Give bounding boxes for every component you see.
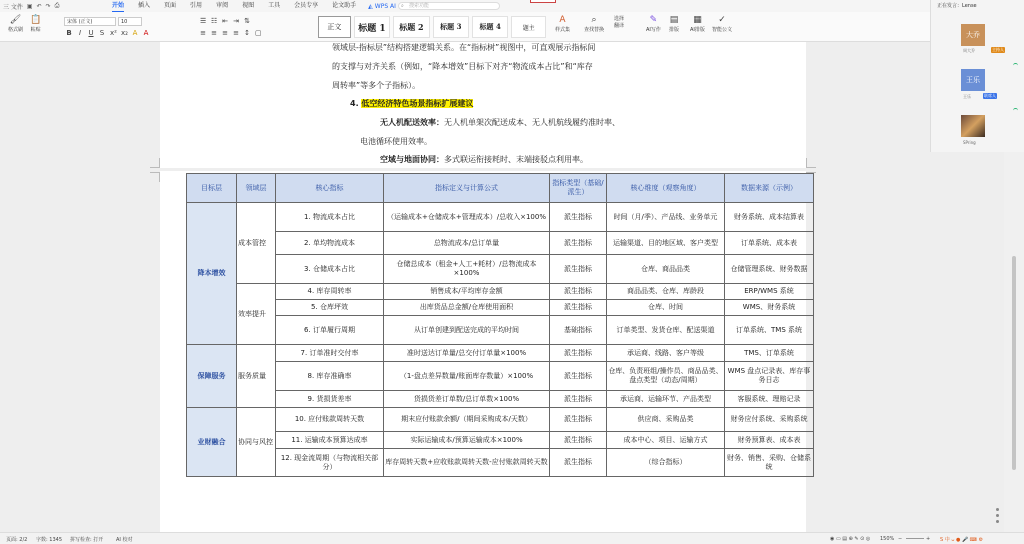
participant-name: 王乐 (963, 94, 971, 99)
participant-name: 周大乔 (963, 48, 975, 53)
find-icon: ⌕ (591, 15, 597, 25)
underline-button[interactable]: U (88, 29, 94, 37)
paragraph-line-1: 领域层-指标层”结构搭建逻辑关系。在“指标树”视图中，可直观展示指标间 (332, 43, 596, 52)
print-icon[interactable]: ⎙ (54, 2, 60, 9)
table-cell[interactable]: 派生指标 (550, 232, 607, 255)
table-cell[interactable]: 派生指标 (550, 300, 607, 316)
proofread-icon: ✓ (718, 15, 726, 25)
crop-mark (806, 158, 816, 168)
table-cell[interactable]: （综合指标） (607, 449, 725, 477)
tab-2[interactable]: 页面 (164, 2, 177, 9)
format-painter-icon: 🖌 (9, 15, 22, 25)
zoom-slider[interactable] (906, 538, 924, 539)
domain-layer-cell[interactable]: 服务质量 (237, 345, 276, 408)
side-dot (996, 520, 999, 523)
table-cell[interactable]: 承运商、线路、客户等级 (607, 345, 725, 362)
table-cell[interactable]: 7. 订单准时交付率 (276, 345, 384, 362)
side-dot (996, 514, 999, 517)
zoom-level[interactable]: 150% (880, 536, 895, 542)
participant-tile[interactable] (961, 69, 985, 91)
superscript-button[interactable]: x² (110, 29, 117, 37)
style-option-2[interactable]: 标题 2 (393, 16, 429, 38)
table-cell[interactable]: 总物流成本/总订单量 (384, 232, 550, 255)
section-number: 4. (350, 99, 359, 108)
bold-button[interactable]: B (66, 29, 72, 37)
table-header-row (187, 174, 814, 203)
table-cell[interactable]: 订单类型、发货仓库、配送渠道 (607, 316, 725, 345)
table-cell[interactable]: 库存周转天数+应收账款周转天数-应付账款周转天数 (384, 449, 550, 477)
crop-mark (150, 158, 160, 168)
table-cell[interactable]: 派生指标 (550, 449, 607, 477)
ai-write-icon: ✎ (649, 15, 658, 25)
line-spacing-icon[interactable]: ↕ (244, 29, 250, 37)
ai-write-label: AI写作 (646, 27, 661, 33)
side-dot (996, 508, 999, 511)
table-cell[interactable]: 订单系统、TMS 系统 (725, 316, 814, 345)
ai-layout-button[interactable] (690, 15, 705, 33)
drone-efficiency-term: 无人机配送效率： (380, 118, 444, 127)
participant-name: SPring (963, 140, 976, 145)
table-cell[interactable]: 3. 仓储成本占比 (276, 255, 384, 284)
table-cell[interactable]: 1. 物流成本占比 (276, 203, 384, 232)
table-row (187, 255, 814, 284)
airspace-term: 空域与地面协同： (380, 155, 444, 164)
table-cell[interactable]: 财务系统、成本结算表 (725, 203, 814, 232)
signal-icon (1013, 63, 1018, 66)
table-cell[interactable]: 仓储管理系统、财务数据 (725, 255, 814, 284)
wps-ai-icon: ◭ (368, 2, 373, 10)
align-center-icon[interactable]: ≡ (211, 29, 217, 37)
tab-0[interactable]: 开始 (112, 0, 124, 12)
find-replace-label: 查找替换 (584, 27, 605, 33)
column-header-3: 指标定义与计算公式 (384, 174, 550, 203)
table-cell[interactable]: 10. 应付账款周转天数 (276, 408, 384, 432)
find-replace-button[interactable] (584, 15, 604, 33)
meeting-panel (930, 0, 1024, 152)
view-mode-icons[interactable]: ◉ ▭ ▤ ⊕ ✎ ⊙ ◎ (830, 536, 871, 542)
search-icon: ⌕ (401, 3, 404, 9)
tab-6[interactable]: 工具 (268, 2, 281, 9)
quick-access-toolbar (0, 2, 112, 11)
style-option-5[interactable]: 题主 (511, 16, 546, 38)
vertical-scrollbar[interactable] (1004, 152, 1024, 532)
font-size-select[interactable]: 10 (118, 17, 142, 26)
table-cell[interactable]: TMS、订单系统 (725, 345, 814, 362)
speaking-label: 正在发言：Lense (937, 3, 977, 9)
table-cell[interactable]: 准时送达订单量/总交付订单量×100% (384, 345, 550, 362)
table-cell[interactable]: 基础指标 (550, 316, 607, 345)
proofread-button[interactable] (712, 15, 732, 33)
font-name-select[interactable]: 宋体 (正文) (64, 17, 116, 26)
paste-label: 粘贴 (30, 27, 41, 33)
domain-layer-cell[interactable]: 效率提升 (237, 284, 276, 345)
table-cell[interactable]: 期末应付账款余额/（期间采购成本/天数） (384, 408, 550, 432)
section-heading (350, 98, 473, 109)
search-placeholder: 搜索功能 (409, 3, 430, 9)
table-cell[interactable]: 仓库、时间 (607, 300, 725, 316)
column-header-5: 核心维度（观察角度） (607, 174, 725, 203)
tab-4[interactable]: 审阅 (216, 2, 229, 9)
table-cell[interactable]: 商品品类、仓库、库龄段 (607, 284, 725, 300)
domain-layer-cell[interactable]: 协同与风控 (237, 408, 276, 477)
table-row (187, 408, 814, 432)
table-row (187, 300, 814, 316)
paragraph-row-2 (200, 29, 261, 37)
table-cell[interactable]: 12. 现金流周期（与物流相关部分） (276, 449, 384, 477)
drone-efficiency-text: 无人机单架次配送成本、无人机航线履约准时率、 (444, 118, 620, 127)
select-label: 选择 (614, 16, 625, 22)
participant-initials: 王乐 (966, 76, 980, 84)
bullets-icon[interactable]: ☰ (200, 17, 207, 25)
table-cell[interactable]: 派生指标 (550, 203, 607, 232)
justify-icon[interactable]: ≡ (233, 29, 239, 37)
drone-efficiency-continued: 电池循环使用效率。 (360, 137, 432, 146)
table-cell[interactable]: 财务、销售、采购、仓储系统 (725, 449, 814, 477)
paste-button[interactable] (30, 15, 41, 33)
table-cell[interactable]: 财务预算表、成本表 (725, 432, 814, 449)
format-painter-button[interactable] (8, 15, 23, 33)
table-row (187, 203, 814, 232)
styles-gallery (318, 16, 546, 38)
highlight-button[interactable]: A (132, 29, 138, 37)
typesetting-label: 排版 (669, 27, 680, 33)
typesetting-icon: ▤ (669, 15, 679, 25)
table-row (187, 362, 814, 391)
font-format-row (66, 29, 149, 37)
table-cell[interactable]: 派生指标 (550, 391, 607, 408)
file-menu[interactable]: 三 文件 (3, 3, 23, 11)
page-break (0, 168, 1004, 171)
table-cell[interactable]: 成本中心、项目、运输方式 (607, 432, 725, 449)
table-cell[interactable]: 派生指标 (550, 284, 607, 300)
goal-layer-cell[interactable]: 降本增效 (187, 203, 237, 345)
style-set-icon: A (559, 15, 566, 25)
tab-3[interactable]: 引用 (190, 2, 203, 9)
borders-icon[interactable]: ▢ (255, 29, 262, 37)
translate-label: 翻译 (614, 23, 625, 29)
style-option-1[interactable]: 标题 1 (354, 16, 390, 38)
tab-7[interactable]: 会员专享 (294, 2, 319, 9)
ribbon-tabs (112, 0, 356, 12)
table-cell[interactable]: （1-盘点差异数量/账面库存数量）×100% (384, 362, 550, 391)
table-row (187, 284, 814, 300)
tab-1[interactable]: 插入 (138, 2, 151, 9)
tab-8[interactable]: 论文助手 (332, 2, 357, 9)
paste-icon: 📋 (30, 15, 42, 25)
table-cell[interactable]: 供应商、采购品类 (607, 408, 725, 432)
bullet-drone-efficiency (380, 117, 620, 128)
participant-initials: 大乔 (966, 31, 980, 39)
table-cell[interactable]: 运输渠道、目的地区域、客户类型 (607, 232, 725, 255)
status-bar (0, 532, 1024, 544)
table-cell[interactable]: （运输成本+仓储成本+管理成本）/总收入×100% (384, 203, 550, 232)
signal-icon (1013, 108, 1018, 111)
proofread-label: 智能公文 (712, 27, 733, 33)
goal-layer-cell[interactable]: 保障服务 (187, 345, 237, 408)
table-cell[interactable]: 4. 库存周转率 (276, 284, 384, 300)
document-area[interactable] (0, 42, 1004, 532)
table-cell[interactable]: 5. 仓库坪效 (276, 300, 384, 316)
domain-layer-cell[interactable]: 成本管控 (237, 203, 276, 284)
redo-icon[interactable]: ↷ (45, 2, 51, 10)
table-row (187, 345, 814, 362)
table-cell[interactable]: WMS 盘点记录表、库存事务日志 (725, 362, 814, 391)
numbering-icon[interactable]: ☷ (211, 17, 218, 25)
strike-button[interactable]: S (99, 29, 105, 37)
ai-layout-label: AI排版 (690, 27, 705, 33)
ai-proofread[interactable]: AI 校对 (116, 537, 133, 543)
column-header-0: 目标层 (187, 174, 237, 203)
wps-ai-button[interactable] (368, 3, 396, 10)
paragraph-row-1 (200, 17, 250, 25)
format-painter-label: 格式刷 (8, 27, 24, 33)
page-indicator[interactable]: 页面: 2/2 (6, 537, 28, 543)
table-cell[interactable]: 财务应付系统、采购系统 (725, 408, 814, 432)
paragraph-line-2: 的支撑与对齐关系（例如，“降本增效”目标下对齐“物流成本占比”和“库存 (332, 62, 593, 71)
table-cell[interactable]: 出库货品总金额/仓库使用面积 (384, 300, 550, 316)
ime-indicator-icon[interactable]: S 中 ᴗ ● 🎤 ⌨ ⚙ (940, 537, 984, 543)
sort-icon[interactable]: ⇅ (244, 17, 250, 25)
scroll-thumb[interactable] (1012, 256, 1016, 470)
indent-icon[interactable]: ⇥ (233, 17, 239, 25)
table-cell[interactable]: 仓储总成本（租金+人工+耗材）/总物流成本×100% (384, 255, 550, 284)
goal-layer-cell[interactable]: 业财融合 (187, 408, 237, 477)
section-title: 低空经济特色场景指标扩展建议 (361, 99, 474, 108)
italic-button[interactable]: I (78, 29, 82, 37)
save-icon[interactable]: ▣ (26, 2, 33, 10)
table-cell[interactable]: 8. 库存准确率 (276, 362, 384, 391)
table-cell[interactable]: 从订单创建到配送完成的平均时间 (384, 316, 550, 345)
table-cell[interactable]: 销售成本/平均库存金额 (384, 284, 550, 300)
subscript-button[interactable]: x₂ (121, 29, 128, 37)
typesetting-button[interactable] (669, 15, 679, 33)
spell-check-toggle[interactable]: 拼写检查: 打开 (70, 537, 104, 543)
table-cell[interactable]: 派生指标 (550, 432, 607, 449)
table-cell[interactable]: 货损货差订单数/总订单数×100% (384, 391, 550, 408)
ribbon (0, 12, 930, 42)
table-body (187, 203, 814, 477)
ai-layout-icon: ▦ (693, 15, 702, 25)
crop-mark (150, 172, 160, 182)
select-button[interactable] (614, 15, 624, 29)
style-set-label: 样式集 (555, 27, 571, 33)
style-set-button[interactable] (555, 15, 570, 33)
table-cell[interactable]: ERP/WMS 系统 (725, 284, 814, 300)
word-count[interactable]: 字数: 1345 (36, 537, 62, 543)
participant-tile[interactable] (961, 24, 985, 46)
participant-badge: 联席人 (984, 93, 996, 98)
table-cell[interactable]: 11. 运输成本预算达成率 (276, 432, 384, 449)
column-header-1: 领域层 (237, 174, 276, 203)
ai-write-button[interactable] (646, 15, 661, 33)
column-header-4: 指标类型（基础/派生） (550, 174, 607, 203)
align-right-icon[interactable]: ≡ (222, 29, 228, 37)
table-cell[interactable]: 2. 单均物流成本 (276, 232, 384, 255)
table-cell[interactable]: 派生指标 (550, 255, 607, 284)
table-cell[interactable]: 时间（月/季）、产品线、业务单元 (607, 203, 725, 232)
font-color-button[interactable]: A (143, 29, 149, 37)
metrics-table[interactable] (186, 173, 814, 477)
zoom-in-icon[interactable]: + (926, 536, 931, 542)
table-cell[interactable]: 6. 订单履行周期 (276, 316, 384, 345)
wps-ai-label: WPS AI (374, 2, 396, 10)
align-left-icon[interactable]: ≡ (200, 29, 206, 37)
airspace-text: 多式联运衔接耗时、末端接驳点利用率。 (444, 155, 588, 164)
style-option-3[interactable]: 标题 3 (433, 16, 469, 38)
table-cell[interactable]: 订单系统、成本表 (725, 232, 814, 255)
zoom-out-icon[interactable]: − (898, 536, 903, 542)
table-cell[interactable]: 实际运输成本/预算运输成本×100% (384, 432, 550, 449)
table-row (187, 432, 814, 449)
search-input[interactable] (398, 2, 500, 10)
outdent-icon[interactable]: ⇤ (222, 17, 228, 25)
table-cell[interactable]: 派生指标 (550, 345, 607, 362)
table-row (187, 391, 814, 408)
table-cell[interactable]: 仓库、商品品类 (607, 255, 725, 284)
table-cell[interactable]: 客服系统、理赔记录 (725, 391, 814, 408)
bullet-airspace-coordination (380, 154, 588, 165)
style-option-4[interactable]: 标题 4 (472, 16, 508, 38)
table-cell[interactable]: 承运商、运输环节、产品类型 (607, 391, 725, 408)
participant-tile[interactable] (961, 115, 985, 137)
window-control[interactable] (530, 0, 556, 3)
table-cell[interactable]: 仓库、负责班组/操作员、商品品类、盘点类型（动态/周期） (607, 362, 725, 391)
table-cell[interactable]: 9. 货损货差率 (276, 391, 384, 408)
table-cell[interactable]: WMS、财务系统 (725, 300, 814, 316)
table-row (187, 232, 814, 255)
table-row (187, 316, 814, 345)
column-header-2: 核心指标 (276, 174, 384, 203)
tab-5[interactable]: 视图 (242, 2, 255, 9)
undo-icon[interactable]: ↶ (36, 2, 42, 10)
style-option-0[interactable]: 正文 (318, 16, 351, 38)
table-cell[interactable]: 派生指标 (550, 362, 607, 391)
table-cell[interactable]: 派生指标 (550, 408, 607, 432)
participant-badge: 主持人 (992, 47, 1004, 52)
paragraph-line-3: 周转率”等多个子指标）。 (332, 81, 421, 90)
table-row (187, 449, 814, 477)
column-header-6: 数据来源（示例） (725, 174, 814, 203)
